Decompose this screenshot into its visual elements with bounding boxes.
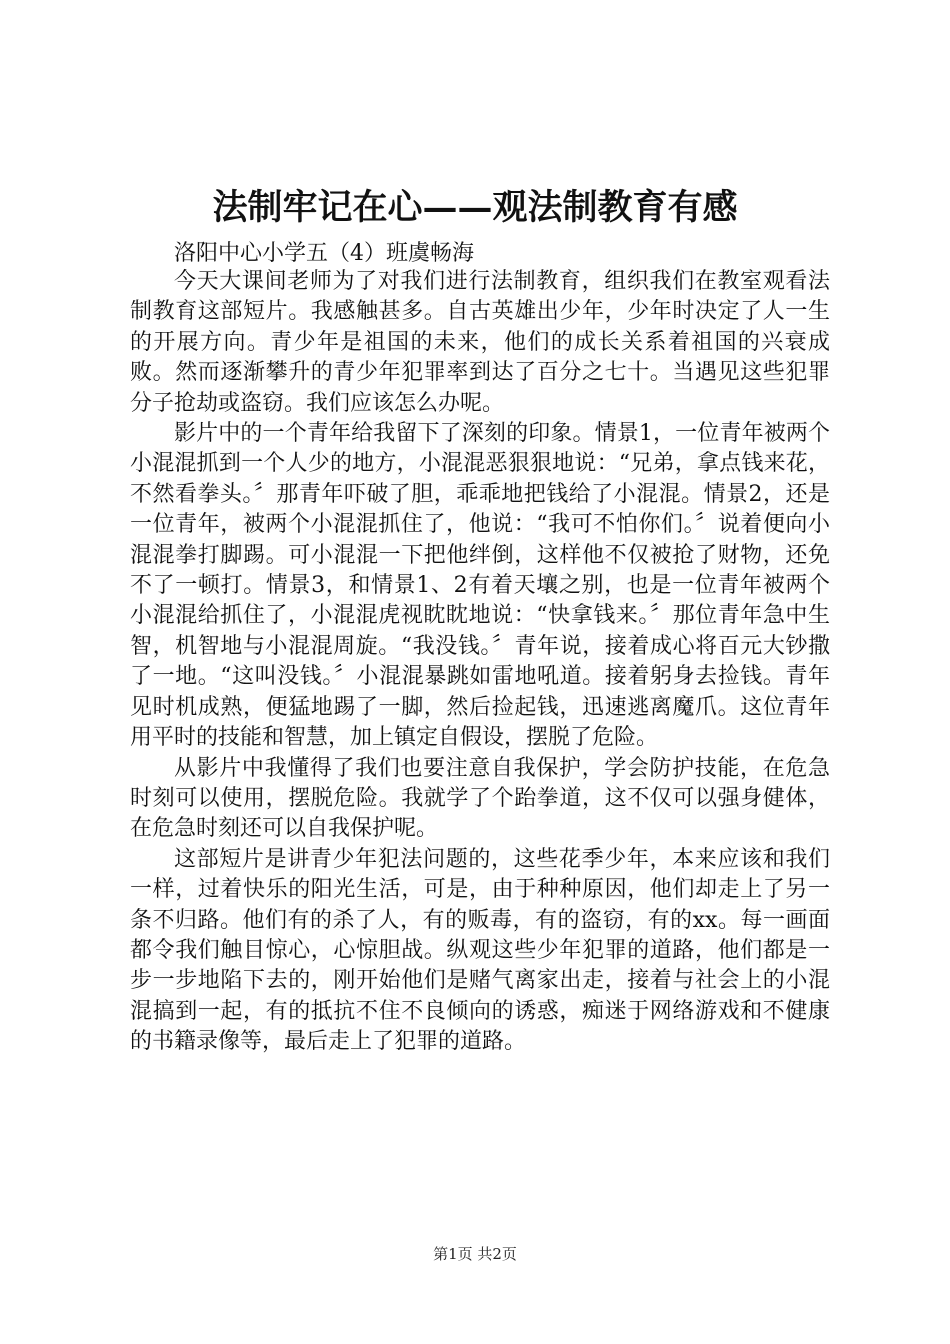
- document-title: 法制牢记在心——观法制教育有感: [212, 187, 738, 228]
- paragraph: 这部短片是讲青少年犯法问题的，这些花季少年，本来应该和我们一样，过着快乐的阳光生活，可是，由于种种原因，他们却走上了另一条不归路。他们有的杀了人，有的贩毒，有的盗窃，有的xx。每一画面都令我们触目惊心，心惊胆战。纵观这些少年犯罪的道路，他们都是一步一步地陷下去的，刚开始他们是赌气离家出走，接着与社会上的小混混搞到一起，有的抵抗不住不良倾向的诱惑，痴迷于网络游戏和不健康的书籍录像等，最后走上了犯罪的道路。: [130, 846, 830, 1055]
- document-body: [130, 267, 830, 1058]
- author-line: 洛阳中心小学五（4）班虞畅海: [174, 241, 474, 266]
- paragraph: 从影片中我懂得了我们也要注意自我保护，学会防护技能，在危急时刻可以使用，摆脱危险。我就学了个跆拳道，这不仅可以强身健体，在危急时刻还可以自我保护呢。: [130, 755, 830, 842]
- paragraph: 影片中的一个青年给我留下了深刻的印象。情景1，一位青年被两个小混混抓到一个人少的地方，小混混恶狠狠地说：“兄弟，拿点钱来花，不然看拳头。〞那青年吓破了胆，乖乖地把钱给了小混混。情景2，还是一位青年，被两个小混混抓住了，他说：“我可不怕你们。〞说着便向小混混拳打脚踢。可小混混一下把他绊倒，这样他不仅被抢了财物，还免不了一顿打。情景3，和情景1、2有着天壤之别，也是一位青年被两个小混混给抓住了，小混混虎视眈眈地说：“快拿钱来。〞那位青年急中生智，机智地与小混混周旋。“我没钱。〞青年说，接着成心将百元大钞撒了一地。“这叫没钱。〞小混混暴跳如雷地吼道。接着躬身去捡钱。青年见时机成熟，便猛地踢了一脚，然后捡起钱，迅速逃离魔爪。这位青年用平时的技能和智慧，加上镇定自假设，摆脱了危险。: [130, 421, 830, 751]
- paragraph: 今天大课间老师为了对我们进行法制教育，组织我们在教室观看法制教育这部短片。我感触甚多。自古英雄出少年，少年时决定了人一生的开展方向。青少年是祖国的未来，他们的成长关系着祖国的兴衰成败。然而逐渐攀升的青少年犯罪率到达了百分之七十。当遇见这些犯罪分子抢劫或盗窃。我们应该怎么办呢。: [130, 269, 830, 416]
- page-number-footer: 第1页 共2页: [433, 1245, 517, 1263]
